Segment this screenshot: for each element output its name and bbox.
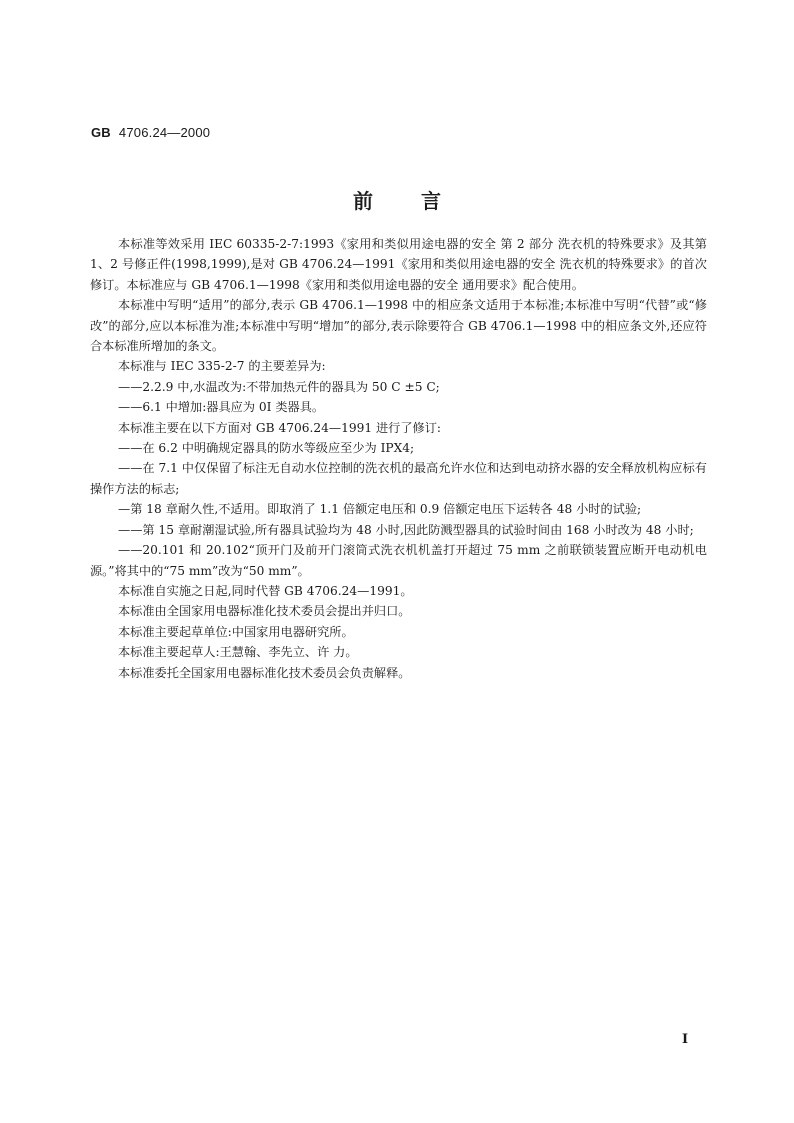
page-number: I (682, 1032, 689, 1047)
paragraph-interpretation: 本标准委托全国家用电器标准化技术委员会负责解释。 (118, 665, 411, 680)
standard-code: 4706.24—2000 (118, 125, 211, 140)
paragraph-drafters: 本标准主要起草人:王慧翰、李先立、许 力。 (118, 645, 358, 660)
paragraph-revision-intro: 本标准主要在以下方面对 GB 4706.24—1991 进行了修订: (118, 420, 442, 435)
list-item-revision-interlock: ——20.101 和 20.102“顶开门及前开门滚筒式洗衣机机盖打开超过 75 mm 之前联锁装置应断开电动机电源。”将其中的“75 mm”改为“50 mm”。 (90, 543, 707, 578)
list-item-revision-moisture: ——第 15 章耐潮湿试验,所有器具试验均为 48 小时,因此防溅型器具的试验时间由 168 小时改为 48 小时; (118, 522, 694, 537)
standard-number (91, 125, 210, 140)
list-item-revision-durability: —第 18 章耐久性,不适用。即取消了 1.1 倍额定电压和 0.9 倍额定电压下运转各 48 小时的试验; (118, 502, 642, 517)
list-item-difference-class: ——6.1 中增加:器具应为 0I 类器具。 (118, 400, 325, 415)
list-item-difference-water-temp: ——2.2.9 中,水温改为:不带加热元件的器具为 50 C ±5 C; (118, 379, 440, 394)
foreword-body (90, 234, 707, 683)
paragraph-adoption: 本标准等效采用 IEC 60335-2-7:1993《家用和类似用途电器的安全 第 2 部分 洗衣机的特殊要求》及其第 1、2 号修正件(1998,1999),是对 GB 4706.24—1991《家用和类似用途电器的安全 洗衣机的特殊要求》的首次修订。本标准应与 GB 4706.1—1998《家用和类似用途电器的安全 通用要求》配合使用。 (90, 237, 707, 292)
paragraph-replacement: 本标准自实施之日起,同时代替 GB 4706.24—1991。 (118, 583, 413, 598)
paragraph-proposer: 本标准由全国家用电器标准化技术委员会提出并归口。 (118, 604, 411, 619)
paragraph-differences-intro: 本标准与 IEC 335-2-7 的主要差异为: (118, 359, 326, 374)
list-item-revision-ipx4: ——在 6.2 中明确规定器具的防水等级应至少为 IPX4; (118, 441, 415, 456)
paragraph-drafting-unit: 本标准主要起草单位:中国家用电器研究所。 (118, 624, 354, 639)
standard-prefix: GB (91, 125, 111, 140)
page-title: 前言 (353, 189, 489, 213)
paragraph-terms: 本标准中写明“适用”的部分,表示 GB 4706.1—1998 中的相应条文适用于本标准;本标准中写明“代替”或“修改”的部分,应以本标准为准;本标准中写明“增加”的部分,表示除要符合 GB 4706.1—1998 中的相应条文外,还应符合本标准所增加的条文。 (90, 298, 707, 354)
list-item-revision-marking: ——在 7.1 中仅保留了标注无自动水位控制的洗衣机的最高允许水位和达到电动挤水器的安全释放机构应标有操作方法的标志; (90, 461, 707, 496)
